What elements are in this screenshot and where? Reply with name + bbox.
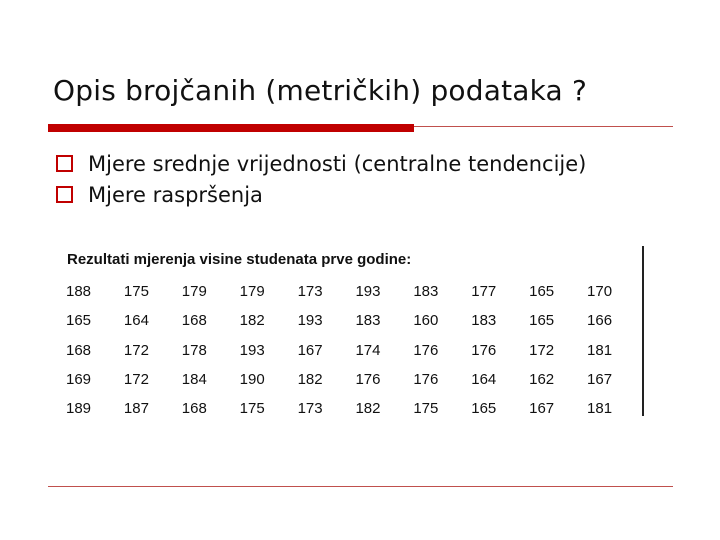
table-cell: 172 (123, 341, 149, 359)
data-figure (60, 246, 645, 416)
table-caption: Rezultati mjerenja visine studenata prve godine: (67, 251, 412, 268)
table-cell: 173 (297, 400, 323, 418)
table-cell: 181 (587, 341, 613, 359)
figure-border (642, 246, 644, 416)
table-cell: 169 (66, 371, 92, 389)
table-cell: 175 (413, 400, 439, 418)
table-cell: 164 (123, 312, 149, 330)
height-data-table (66, 277, 645, 423)
table-cell: 176 (413, 341, 439, 359)
table-cell: 193 (297, 312, 323, 330)
table-cell: 173 (297, 283, 323, 301)
slide-title: Opis brojčanih (metričkih) podataka ? (53, 74, 588, 107)
table-cell: 188 (66, 283, 92, 301)
table-cell: 162 (529, 371, 555, 389)
table-cell: 175 (123, 283, 149, 301)
bullet-item (56, 179, 586, 210)
table-cell: 187 (123, 400, 149, 418)
table-cell: 165 (529, 312, 555, 330)
table-cell: 193 (239, 341, 265, 359)
table-cell: 168 (66, 341, 92, 359)
table-cell: 183 (471, 312, 497, 330)
title-underline-accent (48, 124, 414, 132)
table-cell: 182 (297, 371, 323, 389)
table-cell: 183 (355, 312, 381, 330)
table-cell: 160 (413, 312, 439, 330)
table-cell: 176 (471, 341, 497, 359)
bottom-rule (48, 486, 673, 487)
table-cell: 176 (355, 371, 381, 389)
table-row (66, 277, 645, 306)
table-cell: 190 (239, 371, 265, 389)
table-cell: 165 (66, 312, 92, 330)
table-cell: 165 (529, 283, 555, 301)
table-cell: 183 (413, 283, 439, 301)
bullet-text: Mjere srednje vrijednosti (centralne tendencije) (88, 151, 587, 176)
table-row (66, 306, 645, 335)
table-row (66, 394, 645, 423)
table-cell: 176 (413, 371, 439, 389)
table-cell: 165 (471, 400, 497, 418)
bullet-text: Mjere raspršenja (88, 182, 263, 207)
table-cell: 167 (297, 341, 323, 359)
table-cell: 172 (529, 341, 555, 359)
table-cell: 182 (355, 400, 381, 418)
table-cell: 175 (239, 400, 265, 418)
table-cell: 193 (355, 283, 381, 301)
table-cell: 168 (181, 312, 207, 330)
table-cell: 181 (587, 400, 613, 418)
bullet-list (56, 148, 586, 210)
table-row (66, 365, 645, 394)
table-cell: 167 (529, 400, 555, 418)
table-cell: 179 (239, 283, 265, 301)
table-cell: 184 (181, 371, 207, 389)
table-cell: 170 (587, 283, 613, 301)
table-cell: 174 (355, 341, 381, 359)
table-cell: 172 (123, 371, 149, 389)
table-row (66, 336, 645, 365)
table-cell: 166 (587, 312, 613, 330)
table-cell: 164 (471, 371, 497, 389)
table-cell: 178 (181, 341, 207, 359)
checkbox-bullet-icon (56, 155, 73, 172)
table-cell: 167 (587, 371, 613, 389)
table-cell: 177 (471, 283, 497, 301)
table-cell: 182 (239, 312, 265, 330)
table-cell: 189 (66, 400, 92, 418)
table-cell: 179 (181, 283, 207, 301)
bullet-item (56, 148, 586, 179)
checkbox-bullet-icon (56, 186, 73, 203)
table-cell: 168 (181, 400, 207, 418)
